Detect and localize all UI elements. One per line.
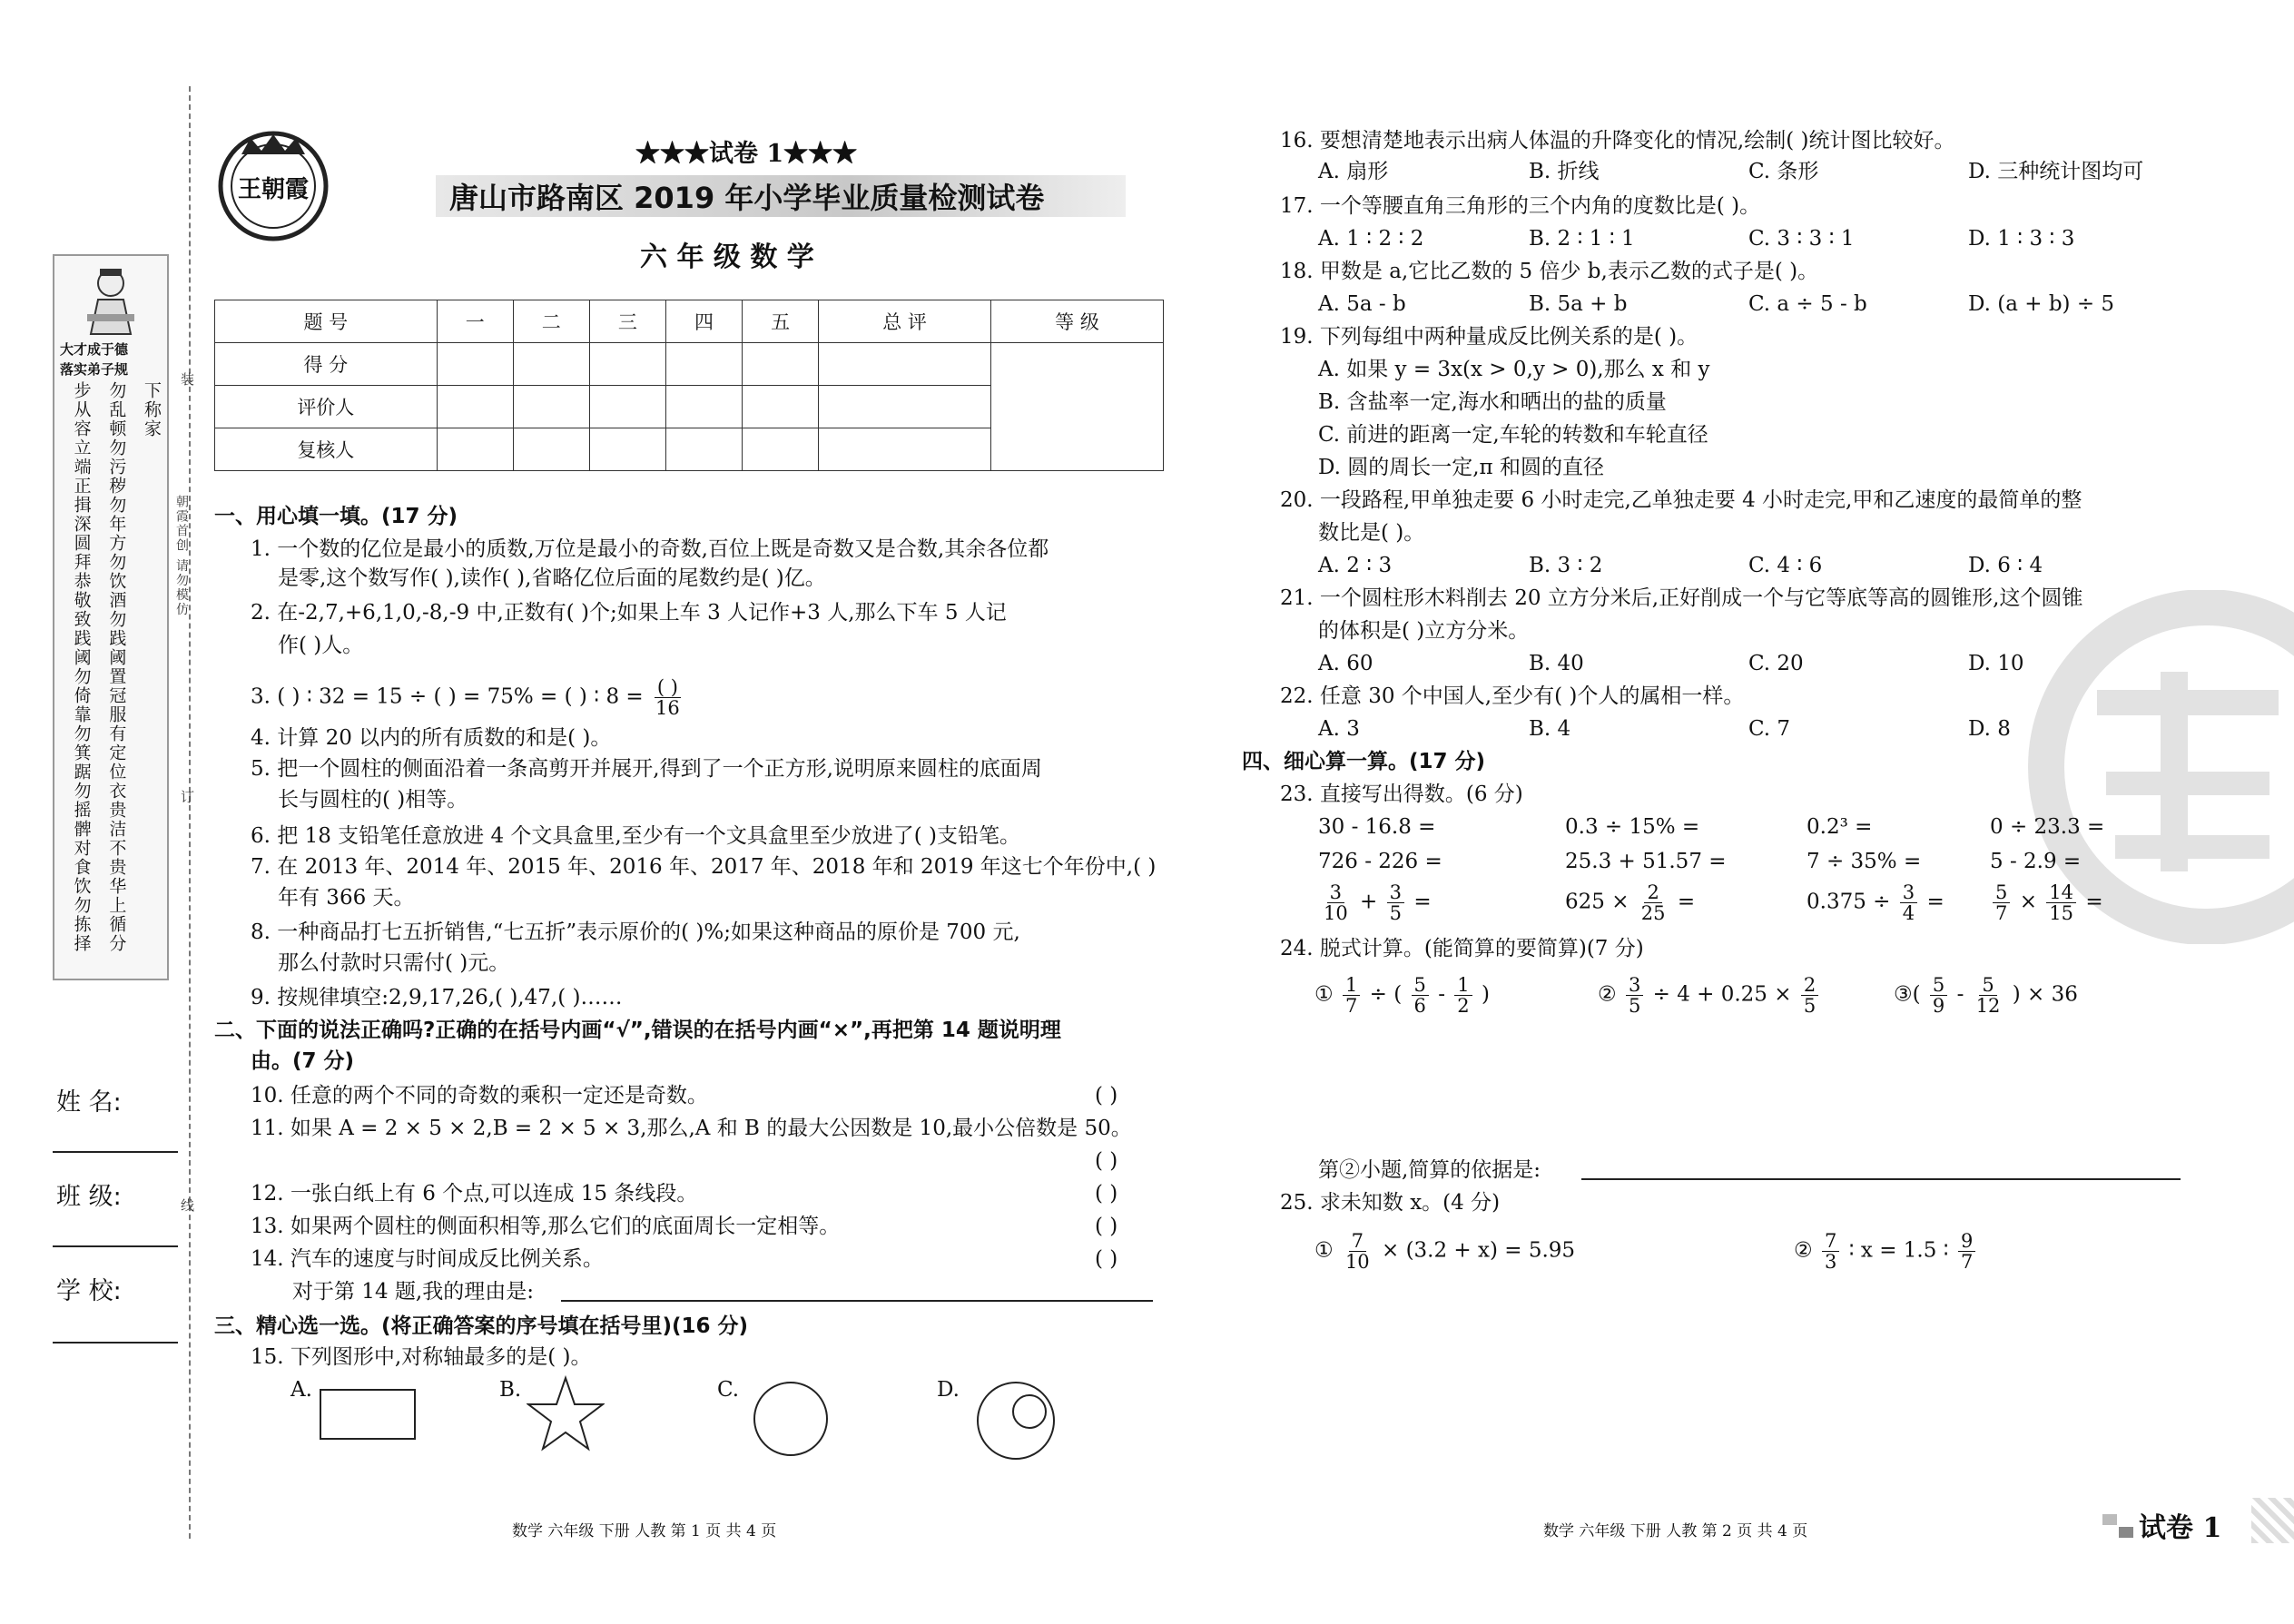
- th-cell: 题 号: [215, 300, 438, 343]
- operator: ÷ (: [1369, 982, 1403, 1007]
- circle-shape: [753, 1382, 828, 1456]
- q17: 17. 一个等腰直角三角形的三个内角的度数比是( )。: [1280, 194, 1761, 218]
- operator: ) × 36: [2012, 982, 2078, 1007]
- q2-line1: 2. 在-2,7,+6,1,0,-8,-9 中,正数有( )个;如果上车 3 人记作+3 人,那么下车 5 人记: [251, 601, 1007, 625]
- binding-mark-note: 朝霞首创 请勿模仿: [174, 495, 189, 617]
- motto-line-2: 落实弟子规: [60, 361, 129, 378]
- score-cell[interactable]: [589, 386, 665, 428]
- operator: 625 ×: [1565, 890, 1629, 914]
- denominator: 7: [1995, 902, 2008, 924]
- q14-reason-field[interactable]: [561, 1300, 1153, 1302]
- fraction: [2046, 882, 2076, 923]
- numerator: 1: [1454, 975, 1472, 996]
- binding-mark-zhuang: 装: [179, 372, 195, 388]
- fraction: [1387, 882, 1404, 923]
- fraction: [1412, 975, 1429, 1016]
- circled-number: ③(: [1894, 982, 1921, 1007]
- q7-line1: 7. 在 2013 年、2014 年、2015 年、2016 年、2017 年、2018 年和 2019 年这七个年份中,( ): [251, 855, 1157, 879]
- star-shape: [527, 1374, 605, 1456]
- fraction: [1454, 975, 1472, 1016]
- score-cell[interactable]: [437, 343, 513, 386]
- name-field[interactable]: [53, 1151, 178, 1153]
- q15: 15. 下列图形中,对称轴最多的是( )。: [251, 1345, 592, 1369]
- q14-reason-label: 对于第 14 题,我的理由是:: [292, 1280, 534, 1304]
- calc-r2c1: 726 - 226 =: [1318, 850, 1442, 873]
- q22-option-b[interactable]: B. 4: [1529, 717, 1571, 741]
- q25-part-2: [1794, 1231, 1978, 1272]
- verse-col: 置冠服: [106, 667, 127, 724]
- score-table: [214, 300, 1164, 471]
- q19: 19. 下列每组中两种量成反比例关系的是( )。: [1280, 325, 1698, 349]
- sidebar-verse-columns: [58, 381, 163, 971]
- verse-col: 勿污秽: [106, 438, 127, 496]
- class-field[interactable]: [53, 1245, 178, 1247]
- score-cell[interactable]: [513, 428, 589, 471]
- q16-option-a[interactable]: A. 扇形: [1318, 160, 1389, 183]
- fraction: [1343, 975, 1360, 1016]
- verse-col: 勿箕踞: [71, 724, 92, 782]
- operator: ÷ 4 + 0.25 ×: [1652, 982, 1792, 1007]
- section-4-heading: 四、细心算一算。(17 分): [1242, 750, 1486, 773]
- calc-r3c4: [1990, 882, 2103, 923]
- brand-logo: [214, 127, 332, 245]
- score-cell[interactable]: [437, 386, 513, 428]
- fraction: [1958, 1231, 1975, 1272]
- score-cell[interactable]: [665, 343, 742, 386]
- q24-part-1: [1314, 975, 1490, 1016]
- calc-r1c1: 30 - 16.8 =: [1318, 815, 1436, 839]
- q24-part-2: [1598, 975, 1821, 1016]
- section-1-heading: 一、用心填一填。(17 分): [214, 505, 458, 528]
- denominator: 4: [1902, 902, 1915, 924]
- q21-option-d[interactable]: D. 10: [1968, 652, 2024, 675]
- score-cell[interactable]: [437, 428, 513, 471]
- denominator: 25: [1640, 902, 1666, 924]
- th-cell: 四: [665, 300, 742, 343]
- circled-number: ①: [1314, 1238, 1334, 1263]
- q15-option-a[interactable]: A.: [290, 1378, 312, 1402]
- motto-line-1: 大才成于德: [60, 341, 129, 358]
- fraction: [1801, 975, 1818, 1016]
- numerator: 5: [1412, 975, 1429, 996]
- verse-col: 对食饮: [71, 839, 92, 896]
- verse-col: 勿拣择: [71, 896, 92, 953]
- q15-option-b[interactable]: B.: [499, 1378, 522, 1402]
- footer-right: 数学 六年级 下册 人教 第 2 页 共 4 页: [1543, 1522, 1808, 1540]
- verse-col: 勿乱顿: [106, 381, 127, 438]
- score-cell[interactable]: [513, 343, 589, 386]
- q19-option-d[interactable]: D. 圆的周长一定,π 和圆的直径: [1318, 456, 1604, 479]
- q11: 11. 如果 A = 2 × 5 × 2,B = 2 × 5 × 3,那么,A 和 B 的最大公因数是 10,最小公倍数是 50。: [251, 1117, 1132, 1140]
- circled-number: ②: [1598, 982, 1617, 1007]
- numerator: 2: [1644, 882, 1661, 903]
- q17-option-c[interactable]: C. 3 ∶ 3 ∶ 1: [1748, 227, 1855, 251]
- q16-option-d[interactable]: D. 三种统计图均可: [1968, 160, 2144, 183]
- q20-option-d[interactable]: D. 6 ∶ 4: [1968, 554, 2043, 577]
- verse-col: 立端正: [71, 438, 92, 496]
- q22-option-c[interactable]: C. 7: [1748, 717, 1791, 741]
- denominator: 15: [2049, 902, 2074, 924]
- score-cell[interactable]: [743, 386, 819, 428]
- q15-option-c[interactable]: C.: [717, 1378, 740, 1402]
- q18-option-a[interactable]: A. 5a - b: [1318, 292, 1406, 316]
- corner-decoration: [2119, 1527, 2133, 1538]
- verse-col: 勿倚靠: [71, 667, 92, 724]
- subject-title: 六 年 级 数 学: [640, 241, 814, 273]
- q8-line1: 8. 一种商品打七五折销售,“七五折”表示原价的( )%;如果这种商品的原价是 700 元,: [251, 920, 1020, 944]
- q20-line1: 20. 一段路程,甲单独走要 6 小时走完,乙单独走要 4 小时走完,甲和乙速度的最简单的整: [1280, 488, 2082, 512]
- calc-r3c3: [1807, 882, 1944, 923]
- fraction: [1930, 975, 1947, 1016]
- verse-col: 步从容: [71, 381, 92, 438]
- q18-option-c[interactable]: C. a ÷ 5 - b: [1748, 292, 1867, 316]
- score-cell[interactable]: [819, 343, 991, 386]
- class-label: 班 级:: [56, 1183, 122, 1211]
- q19-option-b[interactable]: B. 含盐率一定,海水和晒出的盐的质量: [1318, 390, 1667, 414]
- operator: +: [1360, 890, 1378, 914]
- denominator: 10: [1324, 902, 1348, 924]
- section-2-heading-line1: 二、下面的说法正确吗?正确的在括号内画“√”,错误的在括号内画“×”,再把第 14 题说明理: [214, 1019, 1061, 1042]
- fraction: [1321, 882, 1351, 923]
- numerator: 3: [1387, 882, 1404, 903]
- binding-mark-xian: 线: [179, 1198, 195, 1214]
- numerator: 3: [1327, 882, 1344, 903]
- q1-line1: 1. 一个数的亿位是最小的质数,万位是最小的奇数,百位上既是奇数又是合数,其余各位都: [251, 537, 1049, 561]
- q10-answer[interactable]: ( ): [1095, 1084, 1118, 1107]
- rectangle-shape: [320, 1389, 416, 1440]
- score-cell[interactable]: [665, 428, 742, 471]
- denominator: 9: [1932, 995, 1945, 1017]
- numerator: 2: [1801, 975, 1818, 996]
- name-label: 姓 名:: [56, 1088, 122, 1117]
- numerator: 3: [1626, 975, 1643, 996]
- verse-col: 拜恭敬: [71, 553, 92, 610]
- score-cell[interactable]: [819, 386, 991, 428]
- q16-option-c[interactable]: C. 条形: [1748, 160, 1819, 183]
- q12: 12. 一张白纸上有 6 个点,可以连成 15 条线段。: [251, 1182, 698, 1206]
- q14: 14. 汽车的速度与时间成反比例关系。: [251, 1247, 604, 1271]
- scholar-icon: [82, 263, 140, 336]
- grade-cell[interactable]: [991, 343, 1164, 471]
- operator: ): [1481, 982, 1490, 1007]
- q5-line1: 5. 把一个圆柱的侧面沿着一条高剪开并展开,得到了一个正方形,说明原来圆柱的底面周: [251, 757, 1042, 781]
- equation-tail: × (3.2 + x) = 5.95: [1381, 1238, 1576, 1263]
- calc-r1c3: 0.2³ =: [1807, 815, 1873, 839]
- q22-option-d[interactable]: D. 8: [1968, 717, 2011, 741]
- numerator: 5: [1930, 975, 1947, 996]
- circled-number: ②: [1794, 1238, 1813, 1263]
- score-cell[interactable]: [589, 428, 665, 471]
- q23: 23. 直接写出得数。(6 分): [1280, 782, 1523, 806]
- q6: 6. 把 18 支铅笔任意放进 4 个文具盒里,至少有一个文具盒里至少放进了( )支铅笔。: [251, 824, 1020, 848]
- row-label: 评价人: [215, 386, 438, 428]
- verse-col: 不贵华: [106, 839, 127, 896]
- q18-option-b[interactable]: B. 5a + b: [1529, 292, 1628, 316]
- q24: 24. 脱式计算。(能简算的要简算)(7 分): [1280, 937, 1644, 960]
- fraction: [1639, 882, 1669, 923]
- q20-option-c[interactable]: C. 4 ∶ 6: [1748, 554, 1823, 577]
- q12-answer[interactable]: ( ): [1095, 1182, 1118, 1206]
- q1-line2: 是零,这个数写作( ),读作( ),省略亿位后面的尾数约是( )亿。: [278, 566, 826, 590]
- denominator: 10: [1344, 1251, 1370, 1273]
- q19-option-a[interactable]: A. 如果 y = 3x(x > 0,y > 0),那么 x 和 y: [1318, 358, 1710, 381]
- numerator: 7: [1822, 1231, 1839, 1252]
- denominator: 3: [1824, 1251, 1837, 1273]
- denominator: 7: [1344, 995, 1358, 1017]
- q14-answer[interactable]: ( ): [1095, 1247, 1118, 1271]
- q3-text: 3. ( ) ∶ 32 = 15 ÷ ( ) = 75% = ( ) ∶ 8 =: [251, 684, 644, 709]
- q2-line2: 作( )人。: [278, 634, 364, 657]
- q22: 22. 任意 30 个中国人,至少有( )个人的属相一样。: [1280, 684, 1745, 708]
- calc-r2c3: 7 ÷ 35% =: [1807, 850, 1922, 873]
- score-table-header: [215, 300, 1164, 343]
- score-cell[interactable]: [743, 428, 819, 471]
- verse-col: 衣贵洁: [106, 782, 127, 839]
- fraction: [1822, 1231, 1839, 1272]
- brand-logo-text: 王朝霞: [237, 176, 309, 203]
- fraction: [1974, 975, 2004, 1016]
- page-title: 唐山市路南区 2019 年小学毕业质量检测试卷: [449, 181, 1045, 215]
- q25-part-1: [1314, 1231, 1575, 1272]
- q20-line2: 数比是( )。: [1318, 521, 1425, 545]
- calc-r1c4: 0 ÷ 23.3 =: [1990, 815, 2105, 839]
- q17-option-d[interactable]: D. 1 ∶ 3 ∶ 3: [1968, 227, 2075, 251]
- th-cell: 五: [743, 300, 819, 343]
- fraction: [1993, 882, 2010, 923]
- operator: =: [2085, 890, 2103, 914]
- q21-option-a[interactable]: A. 60: [1318, 652, 1373, 675]
- q4: 4. 计算 20 以内的所有质数的和是( )。: [251, 726, 612, 750]
- q3-fraction: [653, 677, 683, 718]
- school-label: 学 校:: [56, 1277, 122, 1305]
- operator: 0.375 ÷: [1807, 890, 1891, 914]
- q8-line2: 那么付款时只需付( )元。: [278, 951, 510, 975]
- operator: =: [1677, 890, 1696, 914]
- denominator: 5: [1803, 995, 1816, 1017]
- footer-paper-tag: 试卷 1: [2139, 1512, 2222, 1544]
- corner-decoration: [2102, 1514, 2117, 1525]
- verse-col: 下称家: [141, 381, 162, 438]
- verse-col: 揖深圆: [71, 496, 92, 553]
- section-2-heading-line2: 由。(7 分): [251, 1049, 355, 1073]
- score-cell[interactable]: [819, 428, 991, 471]
- numerator: 5: [1993, 882, 2010, 903]
- calc-r2c4: 5 - 2.9 =: [1990, 850, 2082, 873]
- q21-option-b[interactable]: B. 40: [1529, 652, 1584, 675]
- q11-answer[interactable]: ( ): [1095, 1149, 1118, 1173]
- q3: [251, 677, 685, 718]
- score-cell[interactable]: [743, 343, 819, 386]
- denominator: 6: [1413, 995, 1426, 1017]
- q20-option-a[interactable]: A. 2 ∶ 3: [1318, 554, 1393, 577]
- q9: 9. 按规律填空:2,9,17,26,( ),47,( )……: [251, 986, 623, 1009]
- th-cell: 一: [437, 300, 513, 343]
- q13: 13. 如果两个圆柱的侧面积相等,那么它们的底面周长一定相等。: [251, 1215, 841, 1238]
- th-cell: 总 评: [819, 300, 991, 343]
- verse-col: 勿饮酒: [106, 553, 127, 610]
- verse-col: 致践阈: [71, 610, 92, 667]
- q20-option-b[interactable]: B. 3 ∶ 2: [1529, 554, 1603, 577]
- calc-r3c2: [1565, 882, 1695, 923]
- q18: 18. 甲数是 a,它比乙数的 5 倍少 b,表示乙数的式子是( )。: [1280, 260, 1819, 283]
- table-row: [215, 343, 1164, 386]
- score-cell[interactable]: [665, 386, 742, 428]
- binding-mark-ding: 订: [179, 790, 195, 805]
- calc-r2c2: 25.3 + 51.57 =: [1565, 850, 1727, 873]
- binding-line: [189, 86, 191, 1539]
- double-circle-shape: [975, 1380, 1057, 1465]
- q21-line1: 21. 一个圆柱形木料削去 20 立方分米后,正好削成一个与它等底等高的圆锥形,这个圆锥: [1280, 586, 2083, 610]
- circled-number: ①: [1314, 982, 1334, 1007]
- score-cell[interactable]: [513, 386, 589, 428]
- verse-col: 有定位: [106, 724, 127, 782]
- numerator: 7: [1349, 1231, 1366, 1252]
- numerator: 14: [2046, 882, 2076, 903]
- numerator: 5: [1979, 975, 1996, 996]
- q5-line2: 长与圆柱的( )相等。: [278, 788, 468, 812]
- numerator: 1: [1343, 975, 1360, 996]
- q24-note-label: 第②小题,简算的依据是:: [1318, 1158, 1541, 1182]
- th-cell: 三: [589, 300, 665, 343]
- section-3-heading: 三、精心选一选。(将正确答案的序号填在括号里)(16 分): [214, 1314, 749, 1338]
- numerator: 3: [1900, 882, 1917, 903]
- q24-note-field[interactable]: [1581, 1178, 2181, 1180]
- q16: 16. 要想清楚地表示出病人体温的升降变化的情况,绘制( )统计图比较好。: [1280, 129, 1955, 153]
- denominator: 7: [1960, 1251, 1974, 1273]
- operator: -: [1438, 982, 1445, 1007]
- q24-part-3: [1894, 975, 2078, 1016]
- q22-option-a[interactable]: A. 3: [1318, 717, 1360, 741]
- q25: 25. 求未知数 x。(4 分): [1280, 1191, 1501, 1215]
- calc-r3c1: [1318, 882, 1432, 923]
- q17-option-b[interactable]: B. 2 ∶ 1 ∶ 1: [1529, 227, 1635, 251]
- q21-option-c[interactable]: C. 20: [1748, 652, 1804, 675]
- q3-frac-num: ( ): [655, 677, 681, 698]
- fraction: [1343, 1231, 1373, 1272]
- q3-frac-den: 16: [655, 697, 680, 719]
- q21-line2: 的体积是( )立方分米。: [1318, 619, 1530, 643]
- verse-col: 勿年方: [106, 496, 127, 553]
- th-cell: 等 级: [991, 300, 1164, 343]
- q13-answer[interactable]: ( ): [1095, 1215, 1118, 1238]
- operator: =: [1926, 890, 1944, 914]
- denominator: 5: [1389, 902, 1403, 924]
- footer-left: 数学 六年级 下册 人教 第 1 页 共 4 页: [512, 1522, 777, 1540]
- q19-option-c[interactable]: C. 前进的距离一定,车轮的转数和车轮直径: [1318, 423, 1708, 447]
- numerator: 9: [1958, 1231, 1975, 1252]
- denominator: 12: [1975, 995, 2001, 1017]
- th-cell: 二: [513, 300, 589, 343]
- verse-col: 上循分: [106, 896, 127, 953]
- operator: ×: [2019, 890, 2037, 914]
- denominator: 2: [1457, 995, 1470, 1017]
- row-label: 得 分: [215, 343, 438, 386]
- paper-tag: ★★★试卷 1★★★: [635, 140, 858, 168]
- q10: 10. 任意的两个不同的奇数的乘积一定还是奇数。: [251, 1084, 708, 1107]
- verse-col: 勿摇髀: [71, 782, 92, 839]
- fraction: [1626, 975, 1643, 1016]
- q7-line2: 年有 366 天。: [278, 886, 415, 910]
- denominator: 5: [1628, 995, 1641, 1017]
- corner-pattern: [2251, 1498, 2294, 1543]
- calc-r1c2: 0.3 ÷ 15% =: [1565, 815, 1700, 839]
- q16-option-b[interactable]: B. 折线: [1529, 160, 1600, 183]
- fraction: [1900, 882, 1917, 923]
- q18-option-d[interactable]: D. (a + b) ÷ 5: [1968, 292, 2115, 316]
- q17-option-a[interactable]: A. 1 ∶ 2 ∶ 2: [1318, 227, 1424, 251]
- q15-option-d[interactable]: D.: [937, 1378, 960, 1402]
- operator: =: [1413, 890, 1432, 914]
- school-field[interactable]: [53, 1342, 178, 1343]
- verse-col: 勿践阈: [106, 610, 127, 667]
- score-cell[interactable]: [589, 343, 665, 386]
- row-label: 复核人: [215, 428, 438, 471]
- equation-middle: ∶ x = 1.5 ∶: [1848, 1238, 1949, 1263]
- operator: -: [1956, 982, 1964, 1007]
